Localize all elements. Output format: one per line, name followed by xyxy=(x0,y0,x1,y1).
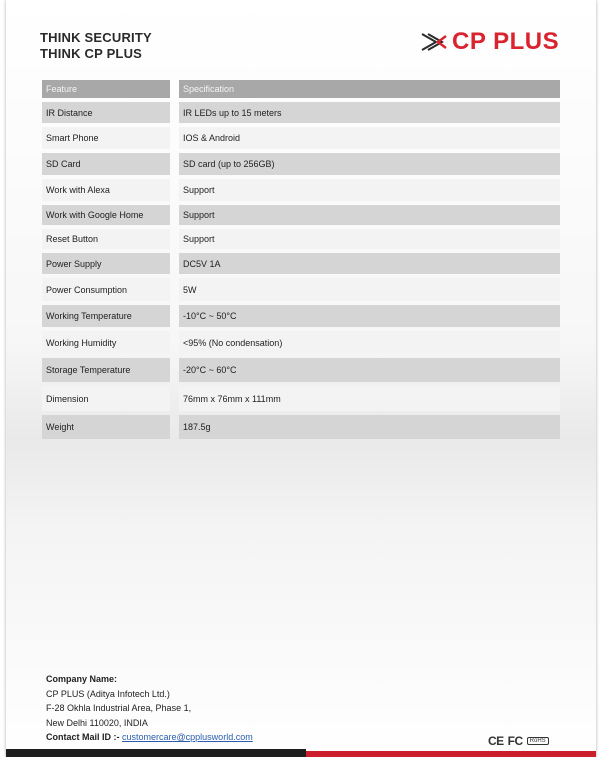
table-row xyxy=(42,331,560,354)
cp-plus-logo xyxy=(420,26,566,58)
feature-cell: IR Distance xyxy=(42,102,170,123)
ce-mark-icon: CE xyxy=(488,734,504,748)
specification-table xyxy=(42,80,560,443)
contact-mail-label: Contact Mail ID :- xyxy=(46,732,120,742)
table-row xyxy=(42,229,560,249)
column-header-specification: Specification xyxy=(179,80,560,98)
address-line-1: F-28 Okhla Industrial Area, Phase 1, xyxy=(46,703,192,713)
company-info xyxy=(46,672,253,745)
tagline-line-1: THINK SECURITY xyxy=(40,30,152,45)
table-row xyxy=(42,179,560,201)
feature-cell: Weight xyxy=(42,415,170,439)
feature-cell: Working Temperature xyxy=(42,305,170,327)
spec-cell: Support xyxy=(179,229,560,249)
table-row xyxy=(42,253,560,274)
feature-cell: Power Supply xyxy=(42,253,170,274)
table-row xyxy=(42,127,560,149)
company-name: CP PLUS (Aditya Infotech Ltd.) xyxy=(46,688,170,699)
table-row xyxy=(42,386,560,411)
datasheet-page xyxy=(6,0,596,757)
fcc-mark-icon: FC xyxy=(507,734,523,748)
spec-cell: 187.5g xyxy=(179,415,560,439)
table-row xyxy=(42,358,560,382)
cp-plus-emblem-icon xyxy=(420,30,450,54)
certification-marks xyxy=(488,734,549,748)
table-header-row xyxy=(42,80,560,98)
tagline xyxy=(40,30,152,62)
spec-cell: IOS & Android xyxy=(179,127,560,149)
spec-cell: -10°C ~ 50°C xyxy=(179,305,560,327)
feature-cell: Work with Alexa xyxy=(42,179,170,201)
feature-cell: Working Humidity xyxy=(42,331,170,354)
column-header-feature: Feature xyxy=(42,80,170,98)
company-label: Company Name: xyxy=(46,674,118,684)
feature-cell: Reset Button xyxy=(42,229,170,249)
spec-cell: SD card (up to 256GB) xyxy=(179,153,560,175)
spec-cell: 5W xyxy=(179,278,560,301)
spec-cell: IR LEDs up to 15 meters xyxy=(179,102,560,123)
tagline-line-2: THINK CP PLUS xyxy=(40,46,143,61)
spec-cell: <95% (No condensation) xyxy=(179,331,560,354)
spec-cell: DC5V 1A xyxy=(179,253,560,274)
spec-cell: -20°C ~ 60°C xyxy=(179,358,560,382)
feature-cell: Power Consumption xyxy=(42,278,170,301)
table-row xyxy=(42,205,560,225)
table-row xyxy=(42,278,560,301)
feature-cell: Storage Temperature xyxy=(42,358,170,382)
feature-cell: Smart Phone xyxy=(42,127,170,149)
contact-mail-link[interactable]: customercare@cpplusworld.com xyxy=(122,732,253,742)
spec-cell: Support xyxy=(179,205,560,225)
feature-cell: Dimension xyxy=(42,386,170,411)
spec-cell: Support xyxy=(179,179,560,201)
footer-bar-black xyxy=(6,749,306,757)
feature-cell: Work with Google Home xyxy=(42,205,170,225)
table-row xyxy=(42,415,560,439)
logo-text: CP PLUS xyxy=(452,28,560,55)
feature-cell: SD Card xyxy=(42,153,170,175)
rohs-mark-icon: RoHS xyxy=(527,737,549,745)
table-row xyxy=(42,153,560,175)
footer-bar-red xyxy=(306,751,596,757)
table-row xyxy=(42,102,560,123)
table-row xyxy=(42,305,560,327)
spec-cell: 76mm x 76mm x 111mm xyxy=(179,386,560,411)
contact-mail-line xyxy=(46,730,253,745)
address-line-2: New Delhi 110020, INDIA xyxy=(46,717,148,728)
